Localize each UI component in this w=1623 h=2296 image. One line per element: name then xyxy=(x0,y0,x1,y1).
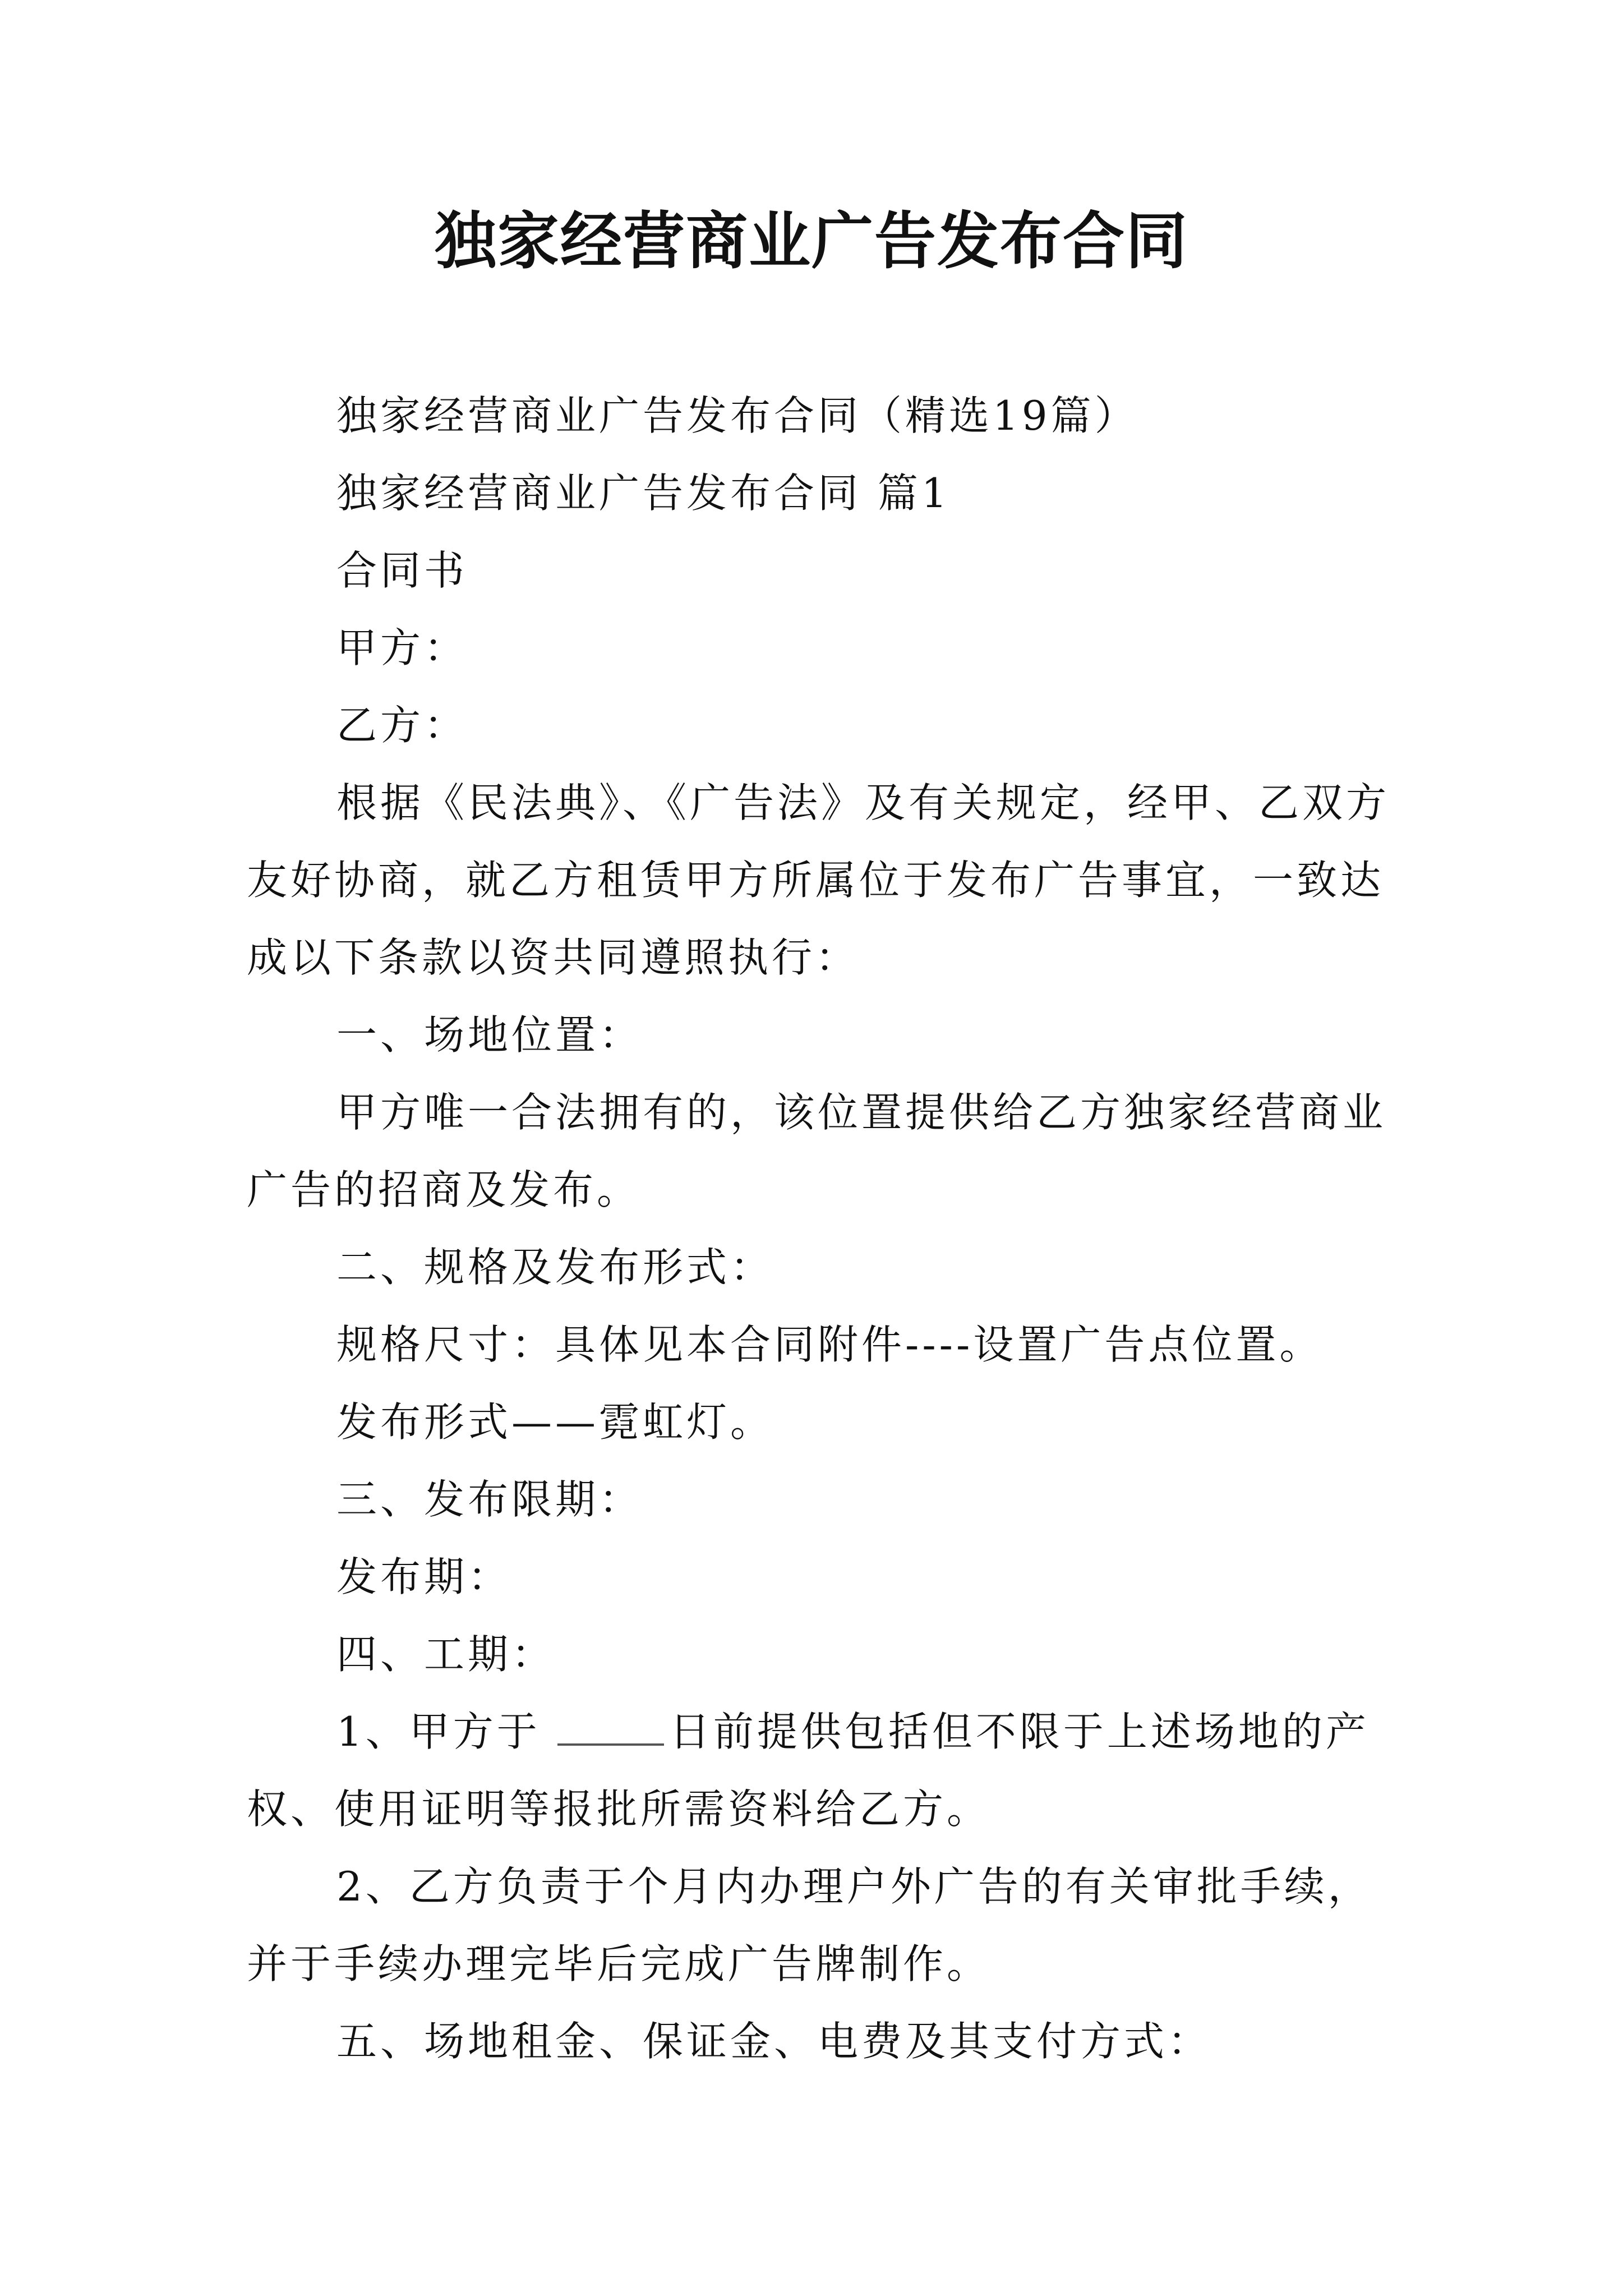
paragraph-spec-size: 规格尺寸：具体见本合同附件----设置广告点位置。 xyxy=(336,1321,1324,1368)
paragraph-clause-4-heading: 四、工期： xyxy=(336,1631,556,1678)
paragraph-section-heading: 独家经营商业广告发布合同 篇1 xyxy=(336,470,951,517)
document-title: 独家经营商业广告发布合同 xyxy=(435,205,1188,277)
document-body xyxy=(247,377,1391,2080)
paragraph-clause-4-item-1 xyxy=(247,1693,1391,1848)
paragraph-clause-1-heading: 一、场地位置： xyxy=(336,1011,643,1059)
paragraph-clause-5-heading: 五、场地租金、保证金、电费及其支付方式： xyxy=(336,2018,1212,2065)
clause-4-1-before: 1、甲方于 xyxy=(336,1708,541,1755)
paragraph-clause-3-heading: 三、发布限期： xyxy=(336,1476,643,1523)
paragraph-preamble: 根据《民法典》、《广告法》及有关规定，经甲、乙双方友好协商，就乙方租赁甲方所属位于发布广告事宜，一致达成以下条款以资共同遵照执行： xyxy=(247,779,1390,981)
paragraph-party-b: 乙方： xyxy=(336,702,468,749)
paragraph-publish-period: 发布期： xyxy=(336,1553,512,1600)
paragraph-publish-form: 发布形式——霓虹灯。 xyxy=(336,1398,774,1446)
paragraph-contract-label: 合同书 xyxy=(336,547,468,594)
fill-in-blank xyxy=(557,1708,664,1746)
paragraph-subtitle: 独家经营商业广告发布合同（精选19篇） xyxy=(336,392,1138,439)
paragraph-clause-2-heading: 二、规格及发布形式： xyxy=(336,1244,774,1291)
paragraph-party-a: 甲方： xyxy=(336,624,468,671)
clause-4-1-after: 日前提供包括但不限于上述场地的产权、使用证明等报批所需资料给乙方。 xyxy=(247,1708,1370,1833)
paragraph-clause-4-item-2: 2、乙方负责于个月内办理户外广告的有关审批手续，并于手续办理完毕后完成广告牌制作。 xyxy=(247,1863,1372,1987)
paragraph-clause-1-text: 甲方唯一合法拥有的，该位置提供给乙方独家经营商业广告的招商及发布。 xyxy=(247,1089,1387,1213)
